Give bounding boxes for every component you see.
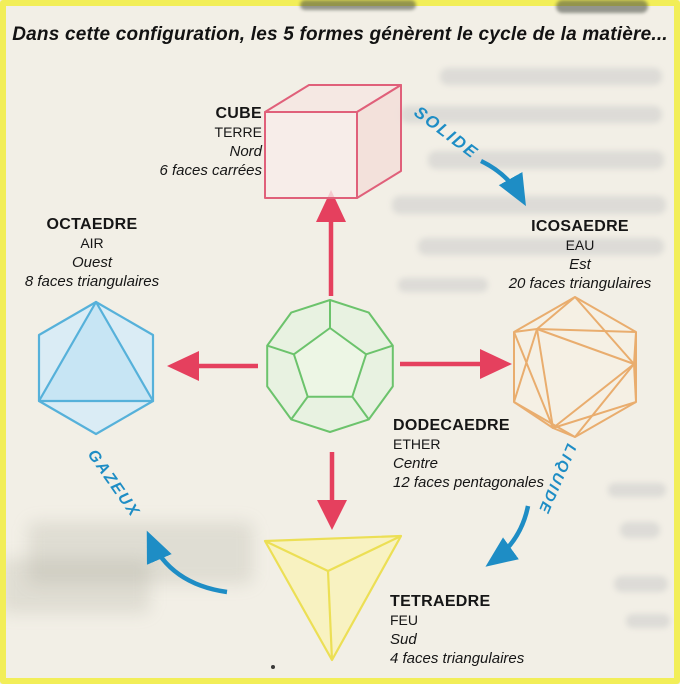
arrow-north	[316, 190, 346, 296]
icosahedron-element: EAU	[565, 237, 595, 253]
cube-name: CUBE	[215, 105, 262, 122]
tetrahedron-position: Sud	[390, 631, 417, 648]
octahedron-position: Ouest	[71, 254, 113, 271]
octahedron-name: OCTAEDRE	[46, 216, 138, 233]
cube-faces: 6 faces carrées	[159, 162, 262, 179]
state-label-gazeux: GAZEUX	[83, 446, 143, 521]
tetrahedron-faces: 4 faces triangulaires	[390, 650, 525, 667]
arrow-liquide	[492, 506, 528, 562]
dodecahedron-position: Centre	[393, 455, 439, 472]
icosahedron-label	[500, 217, 660, 293]
octahedron-element: AIR	[80, 235, 104, 251]
cube-shape	[265, 85, 401, 198]
tetrahedron-name: TETRAEDRE	[390, 593, 491, 610]
octahedron-label	[12, 215, 172, 291]
icosahedron-position: Est	[569, 256, 591, 273]
bleedthrough-smudge	[556, 0, 648, 13]
dodecahedron-shape	[267, 300, 393, 432]
dodecahedron-element: ETHER	[393, 436, 441, 452]
dodecahedron-name: DODECAEDRE	[393, 417, 510, 434]
tetrahedron-shape	[265, 536, 401, 660]
cube-label	[102, 104, 262, 180]
arrow-west	[167, 351, 258, 381]
tetrahedron-label	[390, 592, 570, 668]
arrow-south	[317, 452, 347, 530]
bleedthrough-smudge	[300, 0, 416, 10]
octahedron-faces: 8 faces triangulaires	[24, 273, 160, 290]
tetrahedron-element: FEU	[390, 612, 418, 628]
icosahedron-faces: 20 faces triangulaires	[508, 275, 652, 292]
dodecahedron-faces: 12 faces pentagonales	[393, 474, 544, 491]
scan-speck	[271, 665, 275, 669]
cube-element: TERRE	[214, 124, 262, 140]
cube-position: Nord	[229, 143, 262, 160]
octahedron-shape	[39, 302, 153, 434]
arrow-solide	[481, 161, 522, 199]
state-label-liquide: LIQUIDE	[534, 441, 580, 517]
arrow-gazeux	[150, 538, 227, 592]
arrow-east	[400, 349, 512, 379]
diagram-title: Dans cette configuration, les 5 formes génèrent le cycle de la matière...	[12, 24, 668, 45]
icosahedron-name: ICOSAEDRE	[531, 218, 629, 235]
state-label-solide: SOLIDE	[410, 102, 483, 163]
